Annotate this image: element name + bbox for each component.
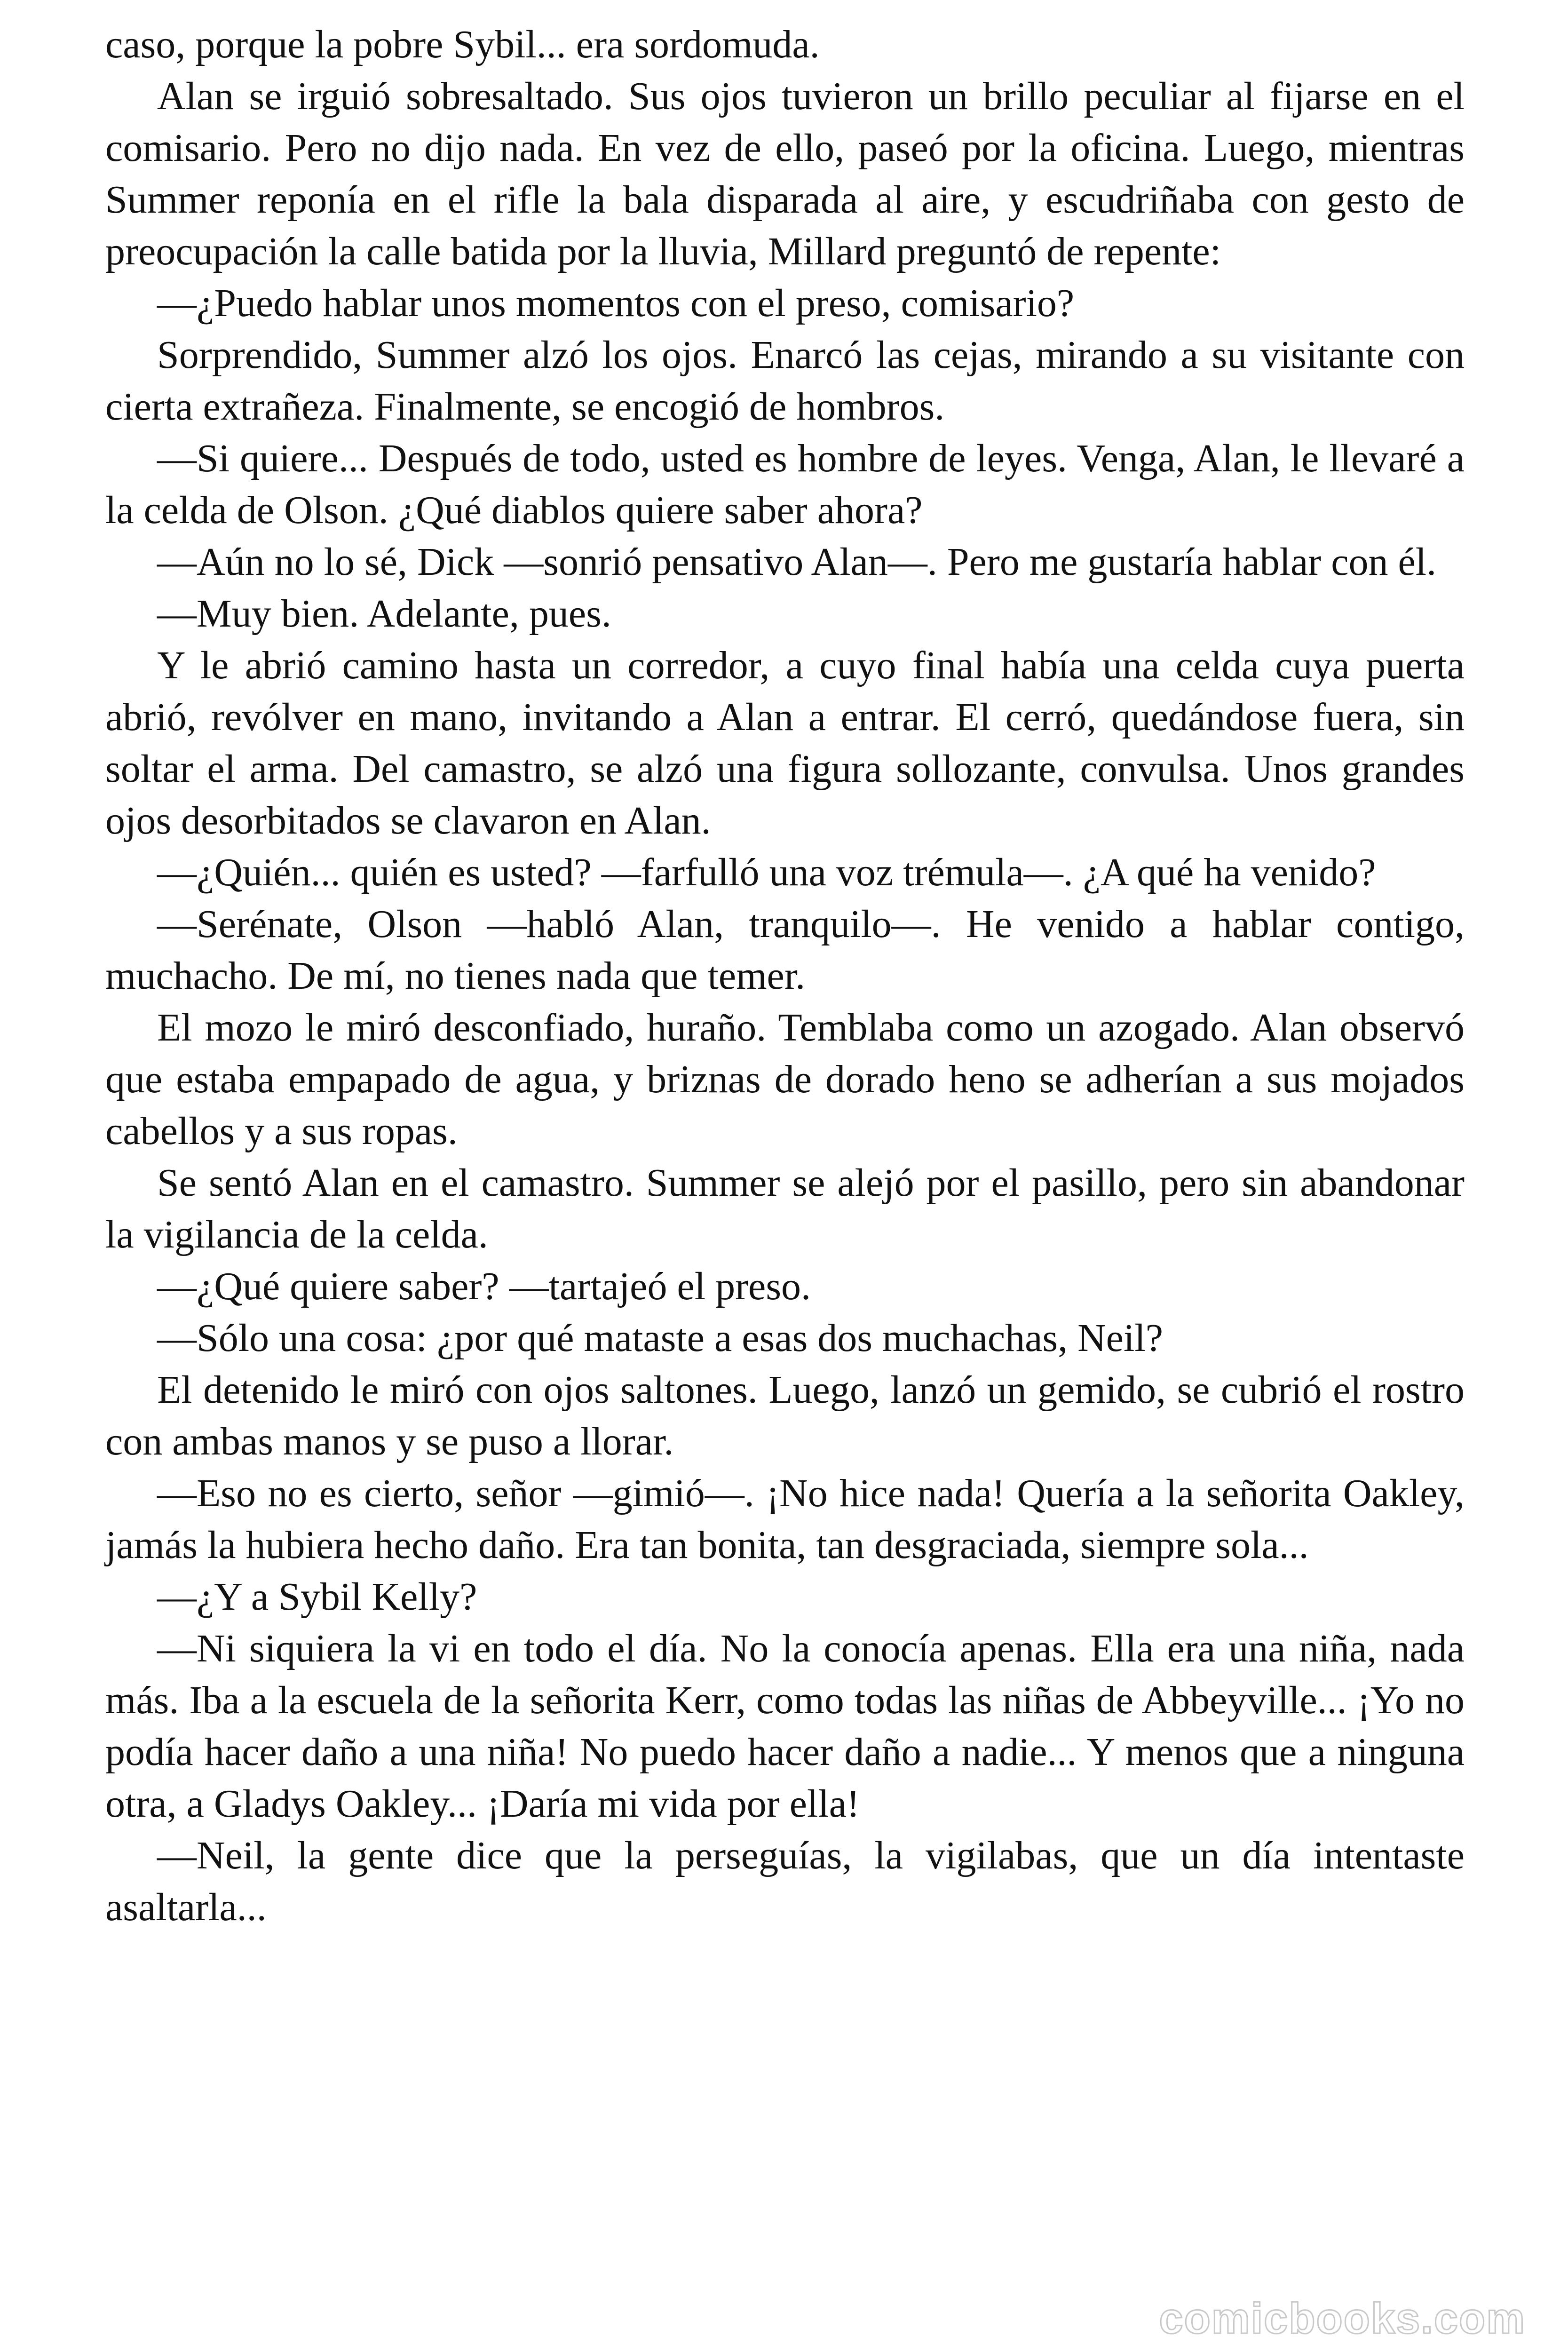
paragraph: Alan se irguió sobresaltado. Sus ojos tuvieron un brillo peculiar al fijarse en el comisario. Pero no dijo nada. En vez de ello, paseó por la oficina. Luego, mientras Summer reponía en el rifle la bala disparada al aire, y escudriñaba con gesto de preocupación la calle batida por la lluvia, Millard preguntó de repente: xyxy=(105,74,1465,273)
paragraph: —¿Y a Sybil Kelly? xyxy=(157,1575,477,1619)
paragraph: El mozo le miró desconfiado, huraño. Temblaba como un azogado. Alan observó que estaba empapado de agua, y briznas de dorado heno se adherían a sus mojados cabellos y a sus ropas. xyxy=(105,1006,1465,1153)
paragraph: —Ni siquiera la vi en todo el día. No la conocía apenas. Ella era una niña, nada más. Iba a la escuela de la señorita Kerr, como todas las niñas de Abbeyville... ¡Yo no podía hacer daño a una niña! No puedo hacer daño a nadie... Y menos que a ninguna otra, a Gladys Oakley... ¡Daría mi vida por ella! xyxy=(105,1627,1465,1826)
paragraph: —Neil, la gente dice que la perseguías, la vigilabas, que un día intentaste asaltarla... xyxy=(105,1834,1465,1929)
paragraph: —¿Puedo hablar unos momentos con el preso, comisario? xyxy=(157,281,1075,325)
watermark: comicbooks.com xyxy=(1159,2295,1526,2343)
paragraph: —Aún no lo sé, Dick —sonrió pensativo Alan—. Pero me gustaría hablar con él. xyxy=(157,540,1437,584)
paragraph: —Serénate, Olson —habló Alan, tranquilo—. He venido a hablar contigo, muchacho. De mí, no tienes nada que temer. xyxy=(105,902,1465,998)
paragraph: —¿Quién... quién es usted? —farfulló una voz trémula—. ¿A qué ha venido? xyxy=(157,850,1376,894)
paragraph: Se sentó Alan en el camastro. Summer se alejó por el pasillo, pero sin abandonar la vigilancia de la celda. xyxy=(105,1161,1465,1256)
paragraph: El detenido le miró con ojos saltones. Luego, lanzó un gemido, se cubrió el rostro con ambas manos y se puso a llorar. xyxy=(105,1368,1465,1463)
paragraph: —Sólo una cosa: ¿por qué mataste a esas dos muchachas, Neil? xyxy=(157,1316,1164,1360)
paragraph: caso, porque la pobre Sybil... era sordomuda. xyxy=(105,23,820,66)
paragraph: —Si quiere... Después de todo, usted es hombre de leyes. Venga, Alan, le llevaré a la celda de Olson. ¿Qué diablos quiere saber ahora? xyxy=(105,437,1465,532)
paragraph: Sorprendido, Summer alzó los ojos. Enarcó las cejas, mirando a su visitante con cierta extrañeza. Finalmente, se encogió de hombros. xyxy=(105,333,1465,429)
paragraph: —¿Qué quiere saber? —tartajeó el preso. xyxy=(157,1264,811,1308)
page-text xyxy=(105,19,1465,1933)
paragraph: —Eso no es cierto, señor —gimió—. ¡No hice nada! Quería a la señorita Oakley, jamás la hubiera hecho daño. Era tan bonita, tan desgraciada, siempre sola... xyxy=(105,1471,1465,1567)
paragraph: Y le abrió camino hasta un corredor, a cuyo final había una celda cuya puerta abrió, revólver en mano, invitando a Alan a entrar. El cerró, quedándose fuera, sin soltar el arma. Del camastro, se alzó una figura sollozante, convulsa. Unos grandes ojos desorbitados se clavaron en Alan. xyxy=(105,644,1465,842)
paragraph: —Muy bien. Adelante, pues. xyxy=(157,592,611,636)
